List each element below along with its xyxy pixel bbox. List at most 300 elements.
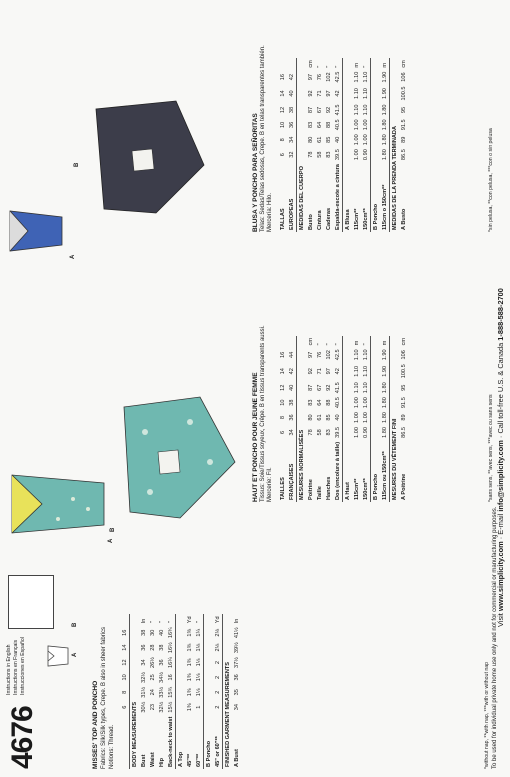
value-cell: 1.00: [362, 134, 369, 146]
value-cell: 87: [307, 106, 314, 114]
back-view-b-drawing: [8, 575, 54, 629]
unit-cell: [278, 58, 287, 69]
value-cell: 1.00: [362, 119, 369, 131]
table-row: [343, 58, 353, 232]
sizes-label: TAILLES: [279, 477, 286, 500]
value-cell: 97: [307, 73, 314, 81]
table-row: [343, 336, 353, 502]
value-cell: 106: [400, 72, 407, 82]
value-cell: 80: [307, 136, 314, 143]
table-row: [399, 336, 408, 502]
french-chart: [278, 262, 408, 502]
french-size-table: [278, 336, 408, 502]
value-cell: 95: [400, 384, 407, 391]
unit-cell: ": [334, 65, 341, 68]
spanish-title: BLUSA Y PONCHO PARA SEÑORITAS: [252, 113, 259, 232]
value-cell: 15¾: [167, 686, 174, 698]
value-cell: 1.00: [362, 412, 369, 423]
unit-cell: m: [381, 340, 388, 346]
row-label: A Bust: [233, 749, 240, 767]
row-label: Dos (encolure à taille): [334, 441, 341, 500]
value-cell: 1.10: [353, 104, 360, 116]
value-cell: 85: [325, 414, 332, 421]
unit-cell: Yd: [214, 616, 221, 624]
value-cell: 38: [158, 644, 165, 651]
unit-cell: [287, 58, 297, 69]
back-view-a-drawing: [46, 643, 70, 669]
unit-cell: ": [325, 65, 332, 68]
size-cell: 10: [279, 399, 286, 406]
value-cell: 88: [325, 121, 332, 128]
value-cell: 87: [307, 384, 314, 391]
value-cell: 1.10: [353, 382, 360, 394]
size-cell: 6: [279, 430, 286, 434]
value-cell: 1.10: [353, 349, 360, 361]
euro-size-cell: 36: [288, 121, 295, 128]
value-cell: 24: [149, 689, 156, 696]
value-cell: 15½: [167, 701, 174, 713]
row-label: Hanches: [325, 476, 332, 500]
table-row: [204, 614, 214, 769]
value-cell: 1⅜: [186, 673, 193, 682]
row-label: Cintura: [316, 210, 323, 230]
value-cell: 25: [149, 674, 156, 681]
unit-cell: ": [149, 621, 156, 624]
english-fabrics: Fabrics: Silk/Silk types, Crepe. B also in sheer fabrics: [101, 626, 107, 769]
value-cell: 1.10: [362, 104, 369, 116]
table-row: [315, 336, 324, 502]
unit-cell: cm: [307, 337, 314, 346]
value-cell: 80: [307, 414, 314, 421]
size-cell: 6: [279, 153, 286, 157]
euro-size-cell: 42: [288, 73, 295, 81]
size-cell: 12: [279, 106, 286, 114]
value-cell: 36: [158, 659, 165, 666]
euro-size-cell: 38: [288, 399, 295, 406]
value-cell: 34: [233, 704, 240, 711]
size-cell: 12: [121, 659, 128, 666]
footer-website[interactable]: www.simplicity.com: [496, 541, 505, 612]
value-cell: 95: [400, 106, 407, 114]
spanish-footnote: *sin pelusa, **con pelusa, ***con o sin pelusa: [488, 128, 494, 232]
size-cell: 16: [279, 351, 286, 358]
value-cell: 85: [325, 136, 332, 143]
value-cell: 32½: [158, 701, 165, 713]
value-cell: 1.80: [381, 104, 388, 116]
size-cell: 16: [121, 629, 128, 636]
table-row: [223, 614, 233, 769]
euro-size-cell: 44: [288, 351, 295, 358]
size-cell: 6: [121, 705, 128, 709]
value-cell: 1.00: [353, 426, 360, 438]
value-cell: 1.80: [381, 412, 388, 423]
illustration-es-b-label: B: [74, 162, 80, 167]
value-cell: 1.00: [353, 119, 360, 131]
value-cell: 1: [195, 705, 202, 709]
value-cell: 39.5: [334, 149, 341, 161]
table-row: [297, 58, 307, 232]
value-cell: 58: [316, 151, 323, 158]
value-cell: 91.5: [400, 397, 407, 409]
section-heading: MEDIDAS DE LA PRENDA TERMINADA: [390, 58, 400, 232]
value-cell: 86.5: [400, 426, 407, 438]
value-cell: 1⅜: [186, 688, 193, 697]
language-spanish: Instrucciones en Español: [20, 637, 26, 695]
unit-cell: ": [316, 343, 323, 346]
value-cell: 35: [233, 689, 240, 696]
value-cell: 16: [167, 674, 174, 681]
value-cell: 31½: [140, 686, 147, 698]
value-cell: 92: [325, 384, 332, 391]
table-row: [306, 336, 315, 502]
table-row: [352, 336, 361, 502]
value-cell: 40: [158, 629, 165, 636]
value-cell: 36: [140, 644, 147, 651]
value-cell: 67: [316, 384, 323, 391]
value-cell: 1⅜: [186, 703, 193, 712]
value-cell: 76: [316, 351, 323, 358]
value-cell: 1.90: [381, 349, 388, 361]
unit-cell: ": [158, 621, 165, 624]
table-row: [371, 336, 381, 502]
illustration-view-b-poncho: [120, 392, 240, 522]
size-cell: 16: [279, 73, 286, 81]
illustration-b-label: B: [110, 527, 116, 532]
row-label: 115cm ou 150cm**: [381, 451, 388, 500]
footer-visit: Visit: [496, 613, 505, 627]
section-heading: B Poncho: [371, 58, 381, 232]
value-cell: 1.10: [353, 88, 360, 99]
back-view-a-label: A: [72, 652, 78, 657]
value-cell: 36: [233, 674, 240, 681]
language-english: Instructions in English: [6, 644, 12, 695]
value-cell: 102: [325, 72, 332, 82]
value-cell: 1.10: [362, 71, 369, 83]
table-row: [315, 58, 324, 232]
value-cell: 1.90: [381, 365, 388, 377]
value-cell: 1.00: [353, 397, 360, 409]
unit-cell: [278, 336, 287, 347]
table-row: [287, 58, 297, 232]
french-title: HAUT ET PONCHO POUR JEUNE FEMME: [252, 372, 259, 502]
unit-cell: cm: [307, 60, 314, 68]
value-cell: 64: [316, 121, 323, 128]
row-label: 60"**: [195, 753, 202, 767]
section-heading: B Poncho: [204, 614, 214, 769]
value-cell: 2⅛: [214, 643, 221, 652]
row-label: Espalda-escote a cintura: [334, 164, 341, 230]
value-cell: 78: [307, 151, 314, 158]
spanish-fabrics: Telas: Sedas/Telas sedosas, Crepe. B en telas transparentes también.: [260, 45, 266, 232]
euro-size-cell: 34: [288, 429, 295, 436]
row-label: Taille: [316, 486, 323, 500]
value-cell: 100.5: [400, 364, 407, 379]
table-row: [390, 58, 400, 232]
section-heading: MESURES DU VÊTEMENT FINI: [390, 336, 400, 502]
illustration-view-a-blusa: [6, 205, 66, 257]
value-cell: 1⅛: [195, 658, 202, 667]
value-cell: 1⅛: [195, 643, 202, 652]
table-row: [278, 336, 287, 502]
size-cell: 8: [279, 415, 286, 420]
value-cell: 16¼: [167, 657, 174, 668]
illustration-view-a-top: [8, 469, 108, 539]
value-cell: 0.90: [362, 149, 369, 161]
value-cell: 97: [325, 368, 332, 375]
value-cell: 86.5: [400, 149, 407, 161]
english-notions: Notions: Thread.: [109, 724, 115, 769]
back-view-b-label: B: [72, 622, 78, 627]
value-cell: 1.80: [381, 134, 388, 146]
value-cell: 1.90: [381, 71, 388, 83]
table-row: [166, 614, 176, 769]
value-cell: 89: [400, 414, 407, 421]
illustration-es-a-label: A: [70, 254, 76, 259]
section-heading: B Poncho: [371, 336, 381, 502]
unit-cell: ": [195, 621, 202, 624]
value-cell: 26½: [149, 657, 156, 668]
value-cell: 28: [149, 644, 156, 651]
euro-size-cell: 38: [288, 106, 295, 114]
table-row: [148, 614, 157, 769]
illustration-a-label: A: [108, 538, 114, 543]
value-cell: 1.10: [362, 349, 369, 361]
unit-cell: ": [325, 343, 332, 346]
value-cell: 61: [316, 414, 323, 421]
unit-cell: cm: [400, 337, 407, 346]
footer-contact: Visit www.simplicity.com · E-mail info@simplicity.com · Call toll-free U.S. & Canada 1-888-588-2700: [496, 288, 505, 627]
table-row: [390, 336, 400, 502]
row-label: Waist: [149, 752, 156, 767]
table-row: [361, 336, 371, 502]
table-row: [185, 614, 194, 769]
unit-cell: In: [233, 618, 240, 624]
value-cell: 78: [307, 429, 314, 436]
value-cell: 71: [316, 368, 323, 375]
row-label: Poitrine: [307, 479, 314, 500]
value-cell: 1.10: [362, 382, 369, 394]
euro-size-cell: 42: [288, 368, 295, 375]
value-cell: 30: [149, 629, 156, 636]
row-label: 115cm o 150cm**: [381, 184, 388, 230]
table-row: [297, 336, 307, 502]
table-row: [371, 58, 381, 232]
row-label: 45"**: [186, 753, 193, 767]
value-cell: 1.80: [381, 119, 388, 131]
euro-size-cell: 36: [288, 414, 295, 421]
value-cell: 89: [400, 136, 407, 143]
english-title: MISSES' TOP AND PONCHO: [92, 680, 99, 769]
unit-cell: ": [362, 343, 369, 346]
value-cell: 1.00: [353, 412, 360, 423]
value-cell: 40: [334, 136, 341, 143]
value-cell: 67: [316, 106, 323, 114]
table-row: [399, 58, 408, 232]
row-label: Busto: [307, 214, 314, 230]
table-row: [333, 336, 343, 502]
value-cell: 100.5: [400, 86, 407, 101]
table-row: [306, 58, 315, 232]
value-cell: 1.10: [353, 71, 360, 83]
row-label: 150cm**: [362, 208, 369, 230]
value-cell: 1.00: [353, 134, 360, 146]
size-cell: 10: [279, 121, 286, 128]
value-cell: 1.10: [362, 365, 369, 377]
value-cell: 83: [325, 151, 332, 158]
row-label: 115cm**: [353, 478, 360, 500]
row-label: Bust: [140, 754, 147, 767]
footer-email[interactable]: info@simplicity.com: [496, 440, 505, 512]
french-footnote: *sans sens, **avec sens, ***avec ou sans sens: [488, 394, 494, 502]
spanish-size-table: [278, 58, 408, 232]
value-cell: 34: [140, 659, 147, 666]
unit-cell: m: [353, 340, 360, 346]
value-cell: 71: [316, 90, 323, 97]
value-cell: 33½: [158, 686, 165, 698]
value-cell: 1⅜: [186, 658, 193, 667]
size-cell: 14: [121, 644, 128, 651]
section-heading: A Haut: [343, 336, 353, 502]
euro-label: EUROPEAS: [288, 198, 295, 230]
unit-cell: [120, 614, 130, 625]
value-cell: 1.10: [362, 88, 369, 99]
unit-cell: m: [381, 62, 388, 68]
value-cell: 32½: [140, 671, 147, 683]
value-cell: 42: [334, 368, 341, 375]
value-cell: 2⅛: [214, 628, 221, 637]
value-cell: 97: [307, 351, 314, 358]
table-row: [130, 614, 140, 769]
value-cell: 41½: [233, 627, 240, 639]
euro-size-cell: 40: [288, 90, 295, 97]
value-cell: 1¼: [195, 628, 202, 637]
english-chart: [120, 529, 241, 769]
unit-cell: ": [362, 65, 369, 68]
section-heading: MEDIDAS DEL CUERPO: [297, 58, 307, 232]
table-row: [333, 58, 343, 232]
size-cell: 8: [279, 138, 286, 142]
value-cell: 92: [325, 106, 332, 114]
value-cell: 61: [316, 136, 323, 143]
row-label: A Busto: [400, 208, 407, 230]
value-cell: 2: [214, 690, 221, 694]
table-row: [139, 614, 148, 769]
table-row: [324, 58, 333, 232]
footer-phone: 1-888-588-2700: [496, 288, 505, 341]
table-row: [232, 614, 241, 769]
spanish-notions: Mercería: Hilo.: [267, 192, 273, 232]
value-cell: 2: [214, 675, 221, 679]
value-cell: 58: [316, 429, 323, 436]
value-cell: 1.80: [381, 426, 388, 438]
size-cell: 12: [279, 384, 286, 391]
table-row: [120, 614, 130, 769]
value-cell: 64: [316, 399, 323, 406]
unit-cell: m: [353, 62, 360, 68]
value-cell: 83: [307, 121, 314, 128]
pattern-number: 4676: [6, 706, 39, 769]
value-cell: 1⅛: [195, 673, 202, 682]
row-label: 45" or 60"**: [214, 736, 221, 767]
unit-cell: ": [167, 621, 174, 624]
unit-cell: Yd: [186, 616, 193, 624]
table-row: [352, 58, 361, 232]
row-label: 150cm**: [362, 478, 369, 500]
table-row: [361, 58, 371, 232]
table-row: [194, 614, 204, 769]
value-cell: 97: [325, 90, 332, 97]
value-cell: 106: [400, 350, 407, 360]
section-heading: MESURES NORMALISÉES: [297, 336, 307, 502]
euro-label: FRANÇAISES: [288, 463, 295, 500]
euro-size-cell: 34: [288, 136, 295, 143]
table-row: [324, 336, 333, 502]
sizes-label: TALLAS: [279, 208, 286, 230]
value-cell: 1.00: [362, 397, 369, 409]
unit-cell: cm: [400, 60, 407, 68]
value-cell: 40: [334, 414, 341, 421]
value-cell: 37½: [233, 657, 240, 668]
section-heading: BODY MEASUREMENTS: [130, 614, 140, 769]
value-cell: 1.10: [353, 365, 360, 377]
language-french: Instructions en Français: [13, 639, 19, 695]
table-row: [380, 58, 390, 232]
value-cell: 16½: [167, 642, 174, 654]
value-cell: 76: [316, 73, 323, 81]
table-row: [157, 614, 166, 769]
value-cell: 1⅜: [186, 643, 193, 652]
value-cell: 91.5: [400, 119, 407, 131]
section-heading: A Top: [176, 614, 186, 769]
unit-cell: ": [316, 65, 323, 68]
english-footnote: *without nap, **with nap, ***with or without nap: [484, 662, 490, 769]
value-cell: 40.5: [334, 119, 341, 131]
value-cell: 42.5: [334, 349, 341, 361]
table-row: [287, 336, 297, 502]
row-label: A Poitrine: [400, 473, 407, 500]
row-label: Hip: [158, 757, 165, 767]
section-heading: A Blusa: [343, 58, 353, 232]
size-cell: 14: [279, 368, 286, 375]
value-cell: 42.5: [334, 71, 341, 83]
table-row: [213, 614, 223, 769]
value-cell: 16¾: [167, 627, 174, 639]
value-cell: 1.00: [353, 149, 360, 161]
value-cell: 1.80: [381, 397, 388, 409]
value-cell: 92: [307, 368, 314, 375]
english-size-table: [120, 614, 241, 769]
size-cell: 8: [121, 690, 128, 694]
french-notions: Mercerie: Fil.: [267, 467, 273, 502]
footer-call: Call toll-free U.S. & Canada: [496, 342, 505, 434]
unit-cell: [287, 336, 297, 347]
illustration-view-b-poncho-dark: [90, 97, 210, 217]
value-cell: 1⅜: [186, 628, 193, 637]
value-cell: 1.90: [381, 88, 388, 99]
value-cell: 1.80: [381, 149, 388, 161]
value-cell: 0.90: [362, 426, 369, 438]
value-cell: 83: [307, 399, 314, 406]
row-label: Back-neck to waist: [167, 716, 174, 767]
english-disclaimer: To be used for individual private home use only and not for commercial or manufacturing purposes.: [492, 506, 498, 769]
value-cell: 38: [140, 629, 147, 636]
value-cell: 39.5: [334, 426, 341, 438]
footer-email-label: E-mail: [496, 513, 505, 535]
table-row: [278, 58, 287, 232]
size-cell: 14: [279, 90, 286, 97]
value-cell: 1⅛: [195, 688, 202, 697]
euro-size-cell: 40: [288, 384, 295, 391]
